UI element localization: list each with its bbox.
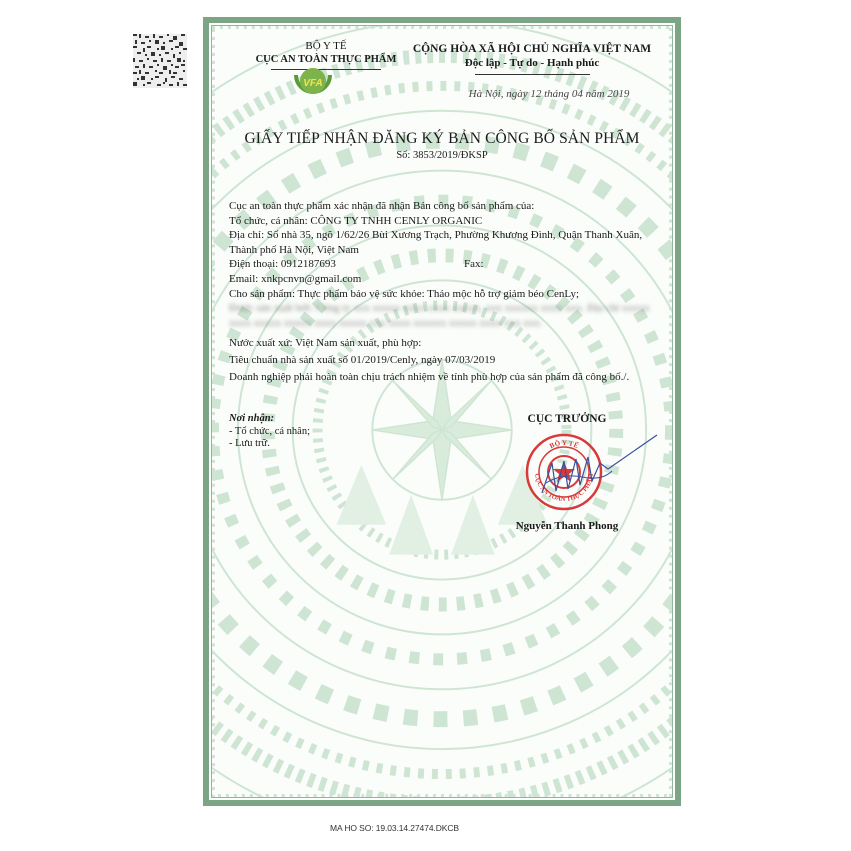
recipients-block (229, 413, 310, 451)
product-line: Cho sản phẩm: Thực phẩm bảo vệ sức khỏe: Thảo mộc hỗ trợ giảm béo CenLy; (229, 287, 580, 300)
document-title: GIẤY TIẾP NHẬN ĐĂNG KÝ BẢN CÔNG BỐ SẢN PHẨM (244, 130, 640, 147)
motto-divider (475, 74, 590, 75)
email-line: Email: xnkpcnvn@gmail.com (229, 272, 362, 285)
recipients-heading: Nơi nhận: (229, 413, 275, 424)
document-number: Số: 3853/2019/ĐKSP (396, 150, 488, 161)
phone-number: Điện thoại: 0912187693 (229, 258, 336, 271)
standard-line: Tiêu chuẩn nhà sản xuất số 01/2019/Cenly, ngày 07/03/2019 (229, 353, 496, 366)
signature-block (482, 413, 652, 532)
qr-code-icon (133, 34, 187, 88)
agency-name: CỤC AN TOÀN THỰC PHẨM (255, 54, 397, 65)
redacted-manufacturer-text: Được sản xuất bởi: Công ty xxx xxxxx xxxx xxxx xxxxx, xxx xxxxxx xxxx xxx. Địa chỉ xxxxx xxxx xxxxx xxxxx xxxx xxxxx xxx xxxx xxxxxx xxxxx xxxx xxx xxx. (229, 302, 650, 329)
signatory-name: Nguyễn Thanh Phong (515, 520, 619, 532)
ministry-name: BỘ Y TẾ (305, 40, 347, 52)
issue-date: Hà Nội, ngày 12 tháng 04 năm 2019 (468, 88, 630, 100)
svg-text:BỘ Y TẾ: BỘ Y TẾ (548, 438, 580, 451)
origin-line: Nước xuất xứ: Việt Nam sản xuất, phù hợp: (229, 337, 422, 350)
svg-text:CỤC AN TOÀN THỰC PHẨM: CỤC AN TOÀN THỰC PHẨM (532, 472, 596, 504)
vfa-logo-icon (288, 59, 338, 103)
handwritten-signature-icon (522, 423, 662, 513)
certificate-body (229, 199, 669, 384)
recipient-item: - Tổ chức, cá nhân; (229, 425, 311, 437)
intro-line: Cục an toàn thực phẩm xác nhận đã nhận Bản công bố sản phẩm của: (229, 200, 535, 212)
organization-line: Tổ chức, cá nhân: CÔNG TY TNHH CENLY ORGANIC (229, 214, 483, 227)
responsibility-line: Doanh nghiệp phải hoàn toàn chịu trách nhiệm về tính phù hợp của sản phẩm đã công bố./. (229, 370, 630, 383)
fax-number: Fax: (464, 258, 484, 271)
address-line: Địa chỉ: Số nhà 35, ngõ 1/62/26 Bùi Xương Trạch, Phường Khương Đình, Quận Thanh Xuân, Thành phố Hà Nội, Việt Nam (229, 229, 643, 256)
country-name: CỘNG HÒA XÃ HỘI CHỦ NGHĨA VIỆT NAM (412, 43, 652, 55)
contact-line (229, 257, 669, 272)
certificate-frame (203, 17, 681, 806)
svg-text:VFA: VFA (303, 78, 323, 89)
certificate-page (211, 25, 673, 798)
national-header (402, 42, 662, 75)
dossier-code: MA HO SO: 19.03.14.27474.DKCB (330, 823, 459, 833)
signatory-role: CỤC TRƯỞNG (527, 413, 607, 425)
national-motto: Độc lập - Tự do - Hạnh phúc (464, 57, 600, 69)
recipient-item: - Lưu trữ. (229, 438, 270, 449)
